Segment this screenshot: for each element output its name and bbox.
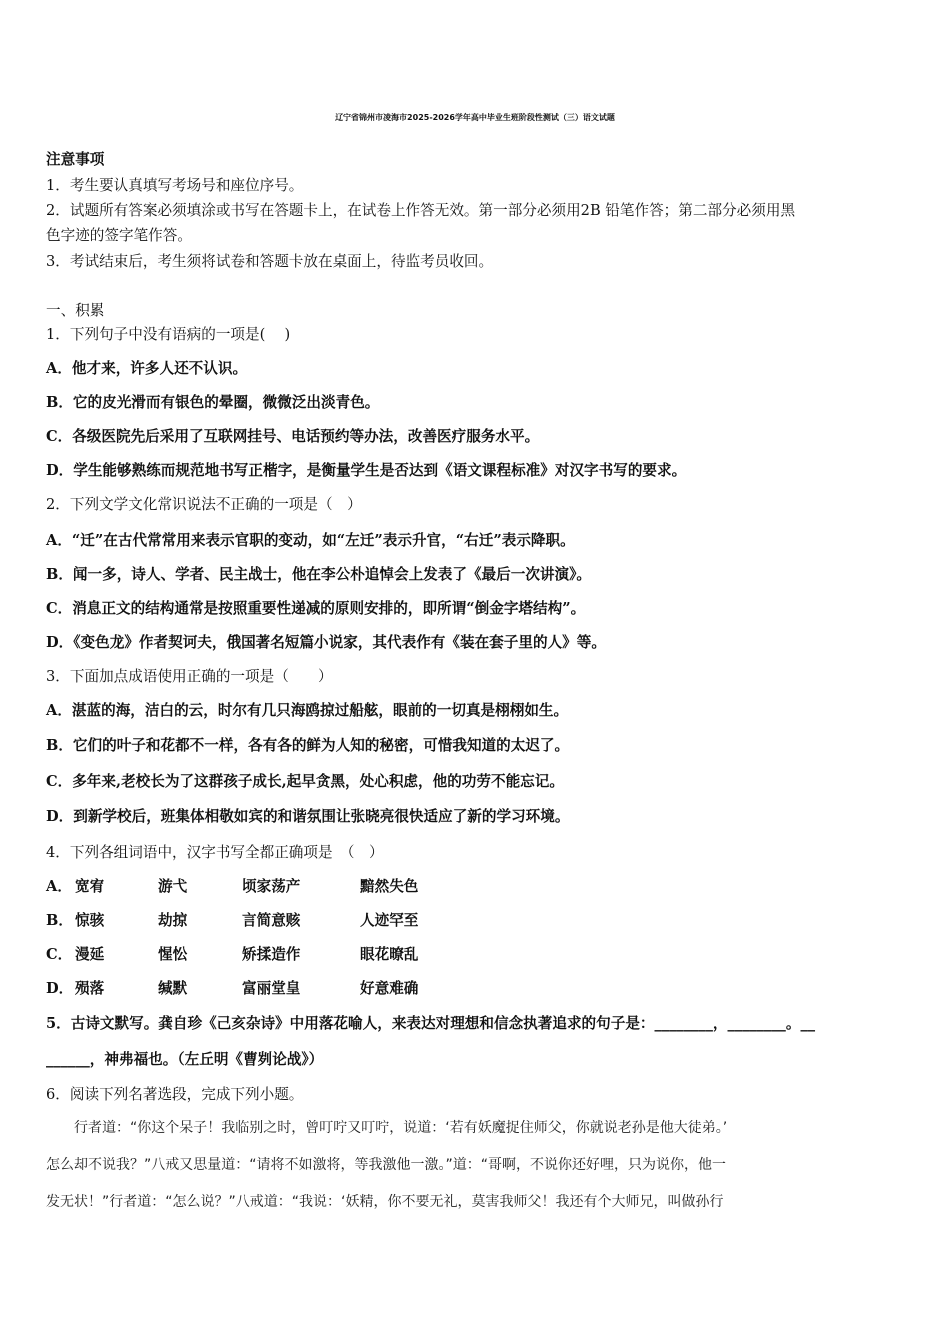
word: 劫掠 [158,912,188,929]
word: 矫揉造作 [242,946,301,963]
word: 好意难确 [360,980,419,997]
word: 富丽堂皇 [242,980,301,997]
word: 黯然失色 [360,878,419,895]
question-3-stem: 3．下面加点成语使用正确的一项是（ ） [46,668,333,685]
passage-line: 发无状！”行者道：“怎么说？”八戒道：“我说：‘妖精，你不要无礼，莫害我师父！我还有个大师兄，叫做孙行 [46,1194,724,1210]
question-2-option: A．“迁”在古代常常用来表示官职的变动，如“左迁”表示升官，“右迁”表示降职。 [46,532,575,549]
passage-line: 行者道：“你这个呆子！我临别之时，曾叮咛又叮咛，说道：‘若有妖魔捉住师父，你就说老孙是他大徒弟。’ [46,1120,728,1136]
notice-heading: 注意事项 [46,151,105,168]
word: 惊骇 [75,912,105,929]
question-6-stem: 6．阅读下列名著选段，完成下列小题。 [46,1086,304,1103]
word: 殒落 [75,980,105,997]
notice-item: 2．试题所有答案必须填涂或书写在答题卡上，在试卷上作答无效。第一部分必须用2B 铅笔作答；第二部分必须用黑 [46,202,796,219]
word: 宽宥 [75,878,105,895]
question-3-option: D．到新学校后，班集体相敬如宾的和谐氛围让张晓亮很快适应了新的学习环境。 [46,808,570,825]
question-3-option: A．湛蓝的海，洁白的云，时尔有几只海鸥掠过船舷，眼前的一切真是栩栩如生。 [46,702,569,719]
option-label: D． [46,980,74,997]
option-label: B． [46,912,73,929]
word: 言简意赅 [242,912,301,929]
question-1-option: B．它的皮光滑而有银色的晕圈，微微泛出淡青色。 [46,394,380,411]
question-2-option: B．闻一多，诗人、学者、民主战士，他在李公朴追悼会上发表了《最后一次讲演》。 [46,566,592,583]
passage-line: 怎么却不说我？”八戒又思量道：“请将不如激将，等我激他一激。”道：“哥啊，不说你还好哩，只为说你，他一 [46,1157,727,1173]
question-2-stem: 2．下列文学文化常识说法不正确的一项是（ ） [46,496,362,513]
question-5-line: ______，神弗福也。（左丘明《曹刿论战》） [46,1051,324,1068]
word: 游弋 [158,878,188,895]
page-title: 辽宁省锦州市凌海市2025-2026学年高中毕业生班阶段性测试（三）语文试题 [335,113,615,122]
word: 漫延 [75,946,105,963]
question-2-option: C．消息正文的结构通常是按照重要性递减的原则安排的，即所谓“倒金字塔结构”。 [46,600,586,617]
word: 人迹罕至 [360,912,419,929]
notice-item: 色字迹的签字笔作答。 [46,227,192,244]
question-5-line: 5．古诗文默写。龚自珍《己亥杂诗》中用落花喻人，来表达对理想和信念执著追求的句子是：________，________。__ [46,1015,816,1032]
question-1-option: D．学生能够熟练而规范地书写正楷字，是衡量学生是否达到《语文课程标准》对汉字书写的要求。 [46,462,687,479]
question-3-option: B．它们的叶子和花都不一样，各有各的鲜为人知的秘密，可惜我知道的太迟了。 [46,737,570,754]
question-4-stem: 4．下列各组词语中，汉字书写全都正确项是 （ ） [46,844,384,861]
notice-item: 3．考试结束后，考生须将试卷和答题卡放在桌面上，待监考员收回。 [46,253,494,270]
question-1-option: A．他才来，许多人还不认识。 [46,360,248,377]
notice-item: 1．考生要认真填写考场号和座位序号。 [46,177,304,194]
question-3-option: C．多年来,老校长为了这群孩子成长,起早贪黑，处心积虑，他的功劳不能忘记。 [46,773,564,790]
section-heading: 一、积累 [46,302,105,319]
question-1-stem: 1．下列句子中没有语病的一项是( ) [46,326,291,343]
question-1-option: C．各级医院先后采用了互联网挂号、电话预约等办法，改善医疗服务水平。 [46,428,540,445]
question-2-option: D．《变色龙》作者契诃夫，俄国著名短篇小说家，其代表作有《装在套子里的人》等。 [46,634,606,651]
word: 缄默 [158,980,188,997]
word: 顷家荡产 [242,878,301,895]
option-label: C． [46,946,73,963]
word: 眼花暸乱 [360,946,419,963]
option-label: A． [46,878,72,895]
word: 惺忪 [158,946,188,963]
